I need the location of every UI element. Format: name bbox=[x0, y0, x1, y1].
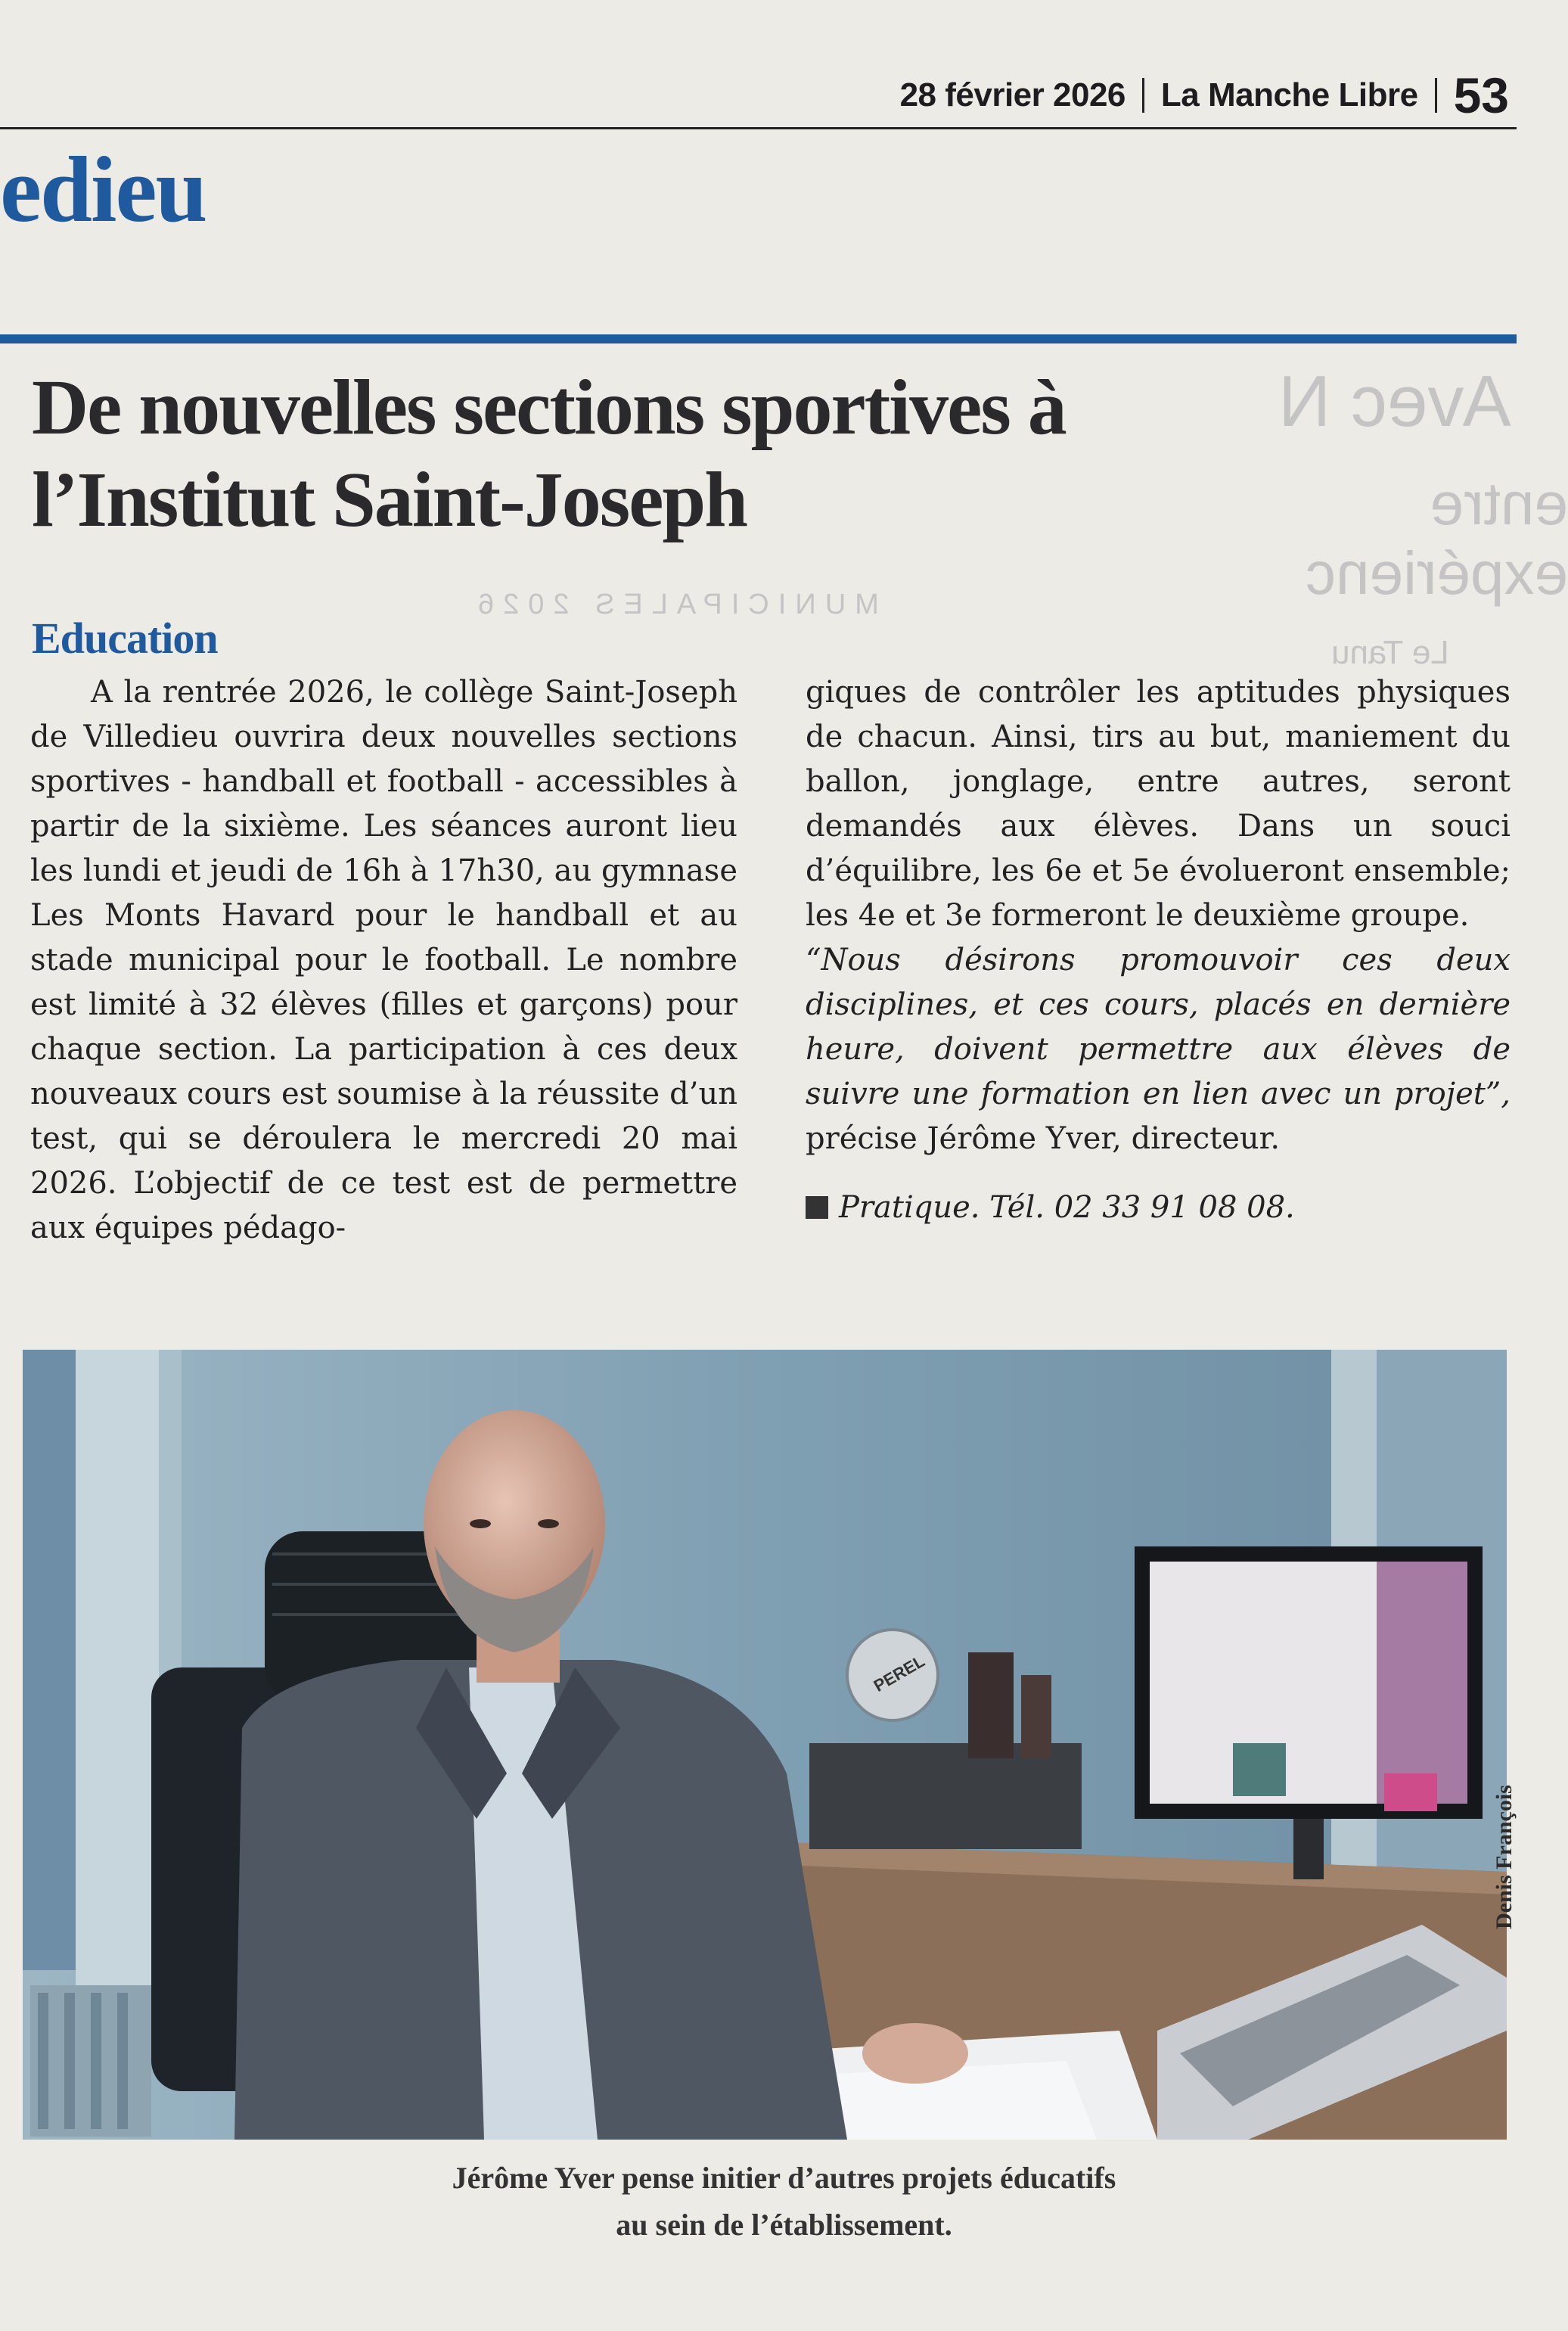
masthead-separator bbox=[1435, 78, 1437, 113]
caption-line: au sein de l’établissement. bbox=[616, 2208, 952, 2242]
photo-frame bbox=[23, 1350, 1507, 2140]
article-headline: De nouvelles sections sportives à l’Institut Saint-Joseph bbox=[32, 364, 1066, 543]
show-through-subline: entre expérienc bbox=[1306, 470, 1568, 607]
fan-brand-label: PEREL bbox=[870, 1651, 928, 1695]
quote-attribution: précise Jérôme Yver, directeur. bbox=[806, 1121, 1281, 1156]
masthead-separator bbox=[1142, 78, 1144, 113]
office-portrait-image bbox=[23, 1350, 1507, 2140]
show-through-byline: Le Tanu bbox=[1331, 634, 1449, 671]
article-rubric: Education bbox=[32, 614, 218, 663]
caption-line: Jérôme Yver pense initier d’autres projets éducatifs bbox=[452, 2161, 1116, 2195]
article-column-2 bbox=[806, 670, 1511, 1230]
section-title: edieu bbox=[0, 138, 206, 241]
page-number: 53 bbox=[1453, 67, 1509, 123]
newspaper-name: La Manche Libre bbox=[1160, 76, 1418, 113]
quote-text: “Nous désirons promouvoir ces deux disciplines, et ces cours, placés en dernière heure, doivent permettre aux élèves de suivre une formation en lien avec un projet”, bbox=[806, 943, 1511, 1111]
photo-caption bbox=[0, 2155, 1568, 2249]
article-column-1 bbox=[30, 670, 737, 1251]
practical-info bbox=[806, 1186, 1511, 1230]
masthead-bar bbox=[900, 67, 1509, 124]
show-through-kicker: MUNICIPALES 2026 bbox=[469, 589, 879, 620]
practical-info-text: Pratique. Tél. 02 33 91 08 08. bbox=[839, 1190, 1295, 1225]
masthead-rule bbox=[0, 127, 1517, 129]
section-divider bbox=[0, 334, 1517, 343]
photo-credit: Denis François bbox=[1492, 1785, 1517, 1929]
square-bullet-icon bbox=[806, 1196, 828, 1219]
body-paragraph: giques de contrôler les aptitudes physiques de chacun. Ainsi, tirs au but, maniement du ballon, jonglage, entre autres, seront demandés aux élèves. Dans un souci d’équilibre, les 6e et 5e évolueront ensemble; les 4e et 3e formeront le deuxième groupe. bbox=[806, 675, 1511, 933]
show-through-headline: Avec N bbox=[1278, 361, 1511, 442]
issue-date: 28 février 2026 bbox=[899, 76, 1126, 113]
body-paragraph: A la rentrée 2026, le collège Saint-Joseph de Villedieu ouvrira deux nouvelles sections sportives - handball et football - accessibles à partir de la sixième. Les séances auront lieu les lundi et jeudi de 16h à 17h30, au gymnase Les Monts Havard pour le handball et au stade municipal pour le football. Le nombre est limité à 32 élèves (filles et garçons) pour chaque section. La participation à ces deux nouveaux cours est soumise à la réussite d’un test, qui se déroulera le mercredi 20 mai 2026. L’objectif de ce test est de permettre aux équipes pédago- bbox=[30, 675, 737, 1245]
director-quote bbox=[806, 938, 1511, 1161]
